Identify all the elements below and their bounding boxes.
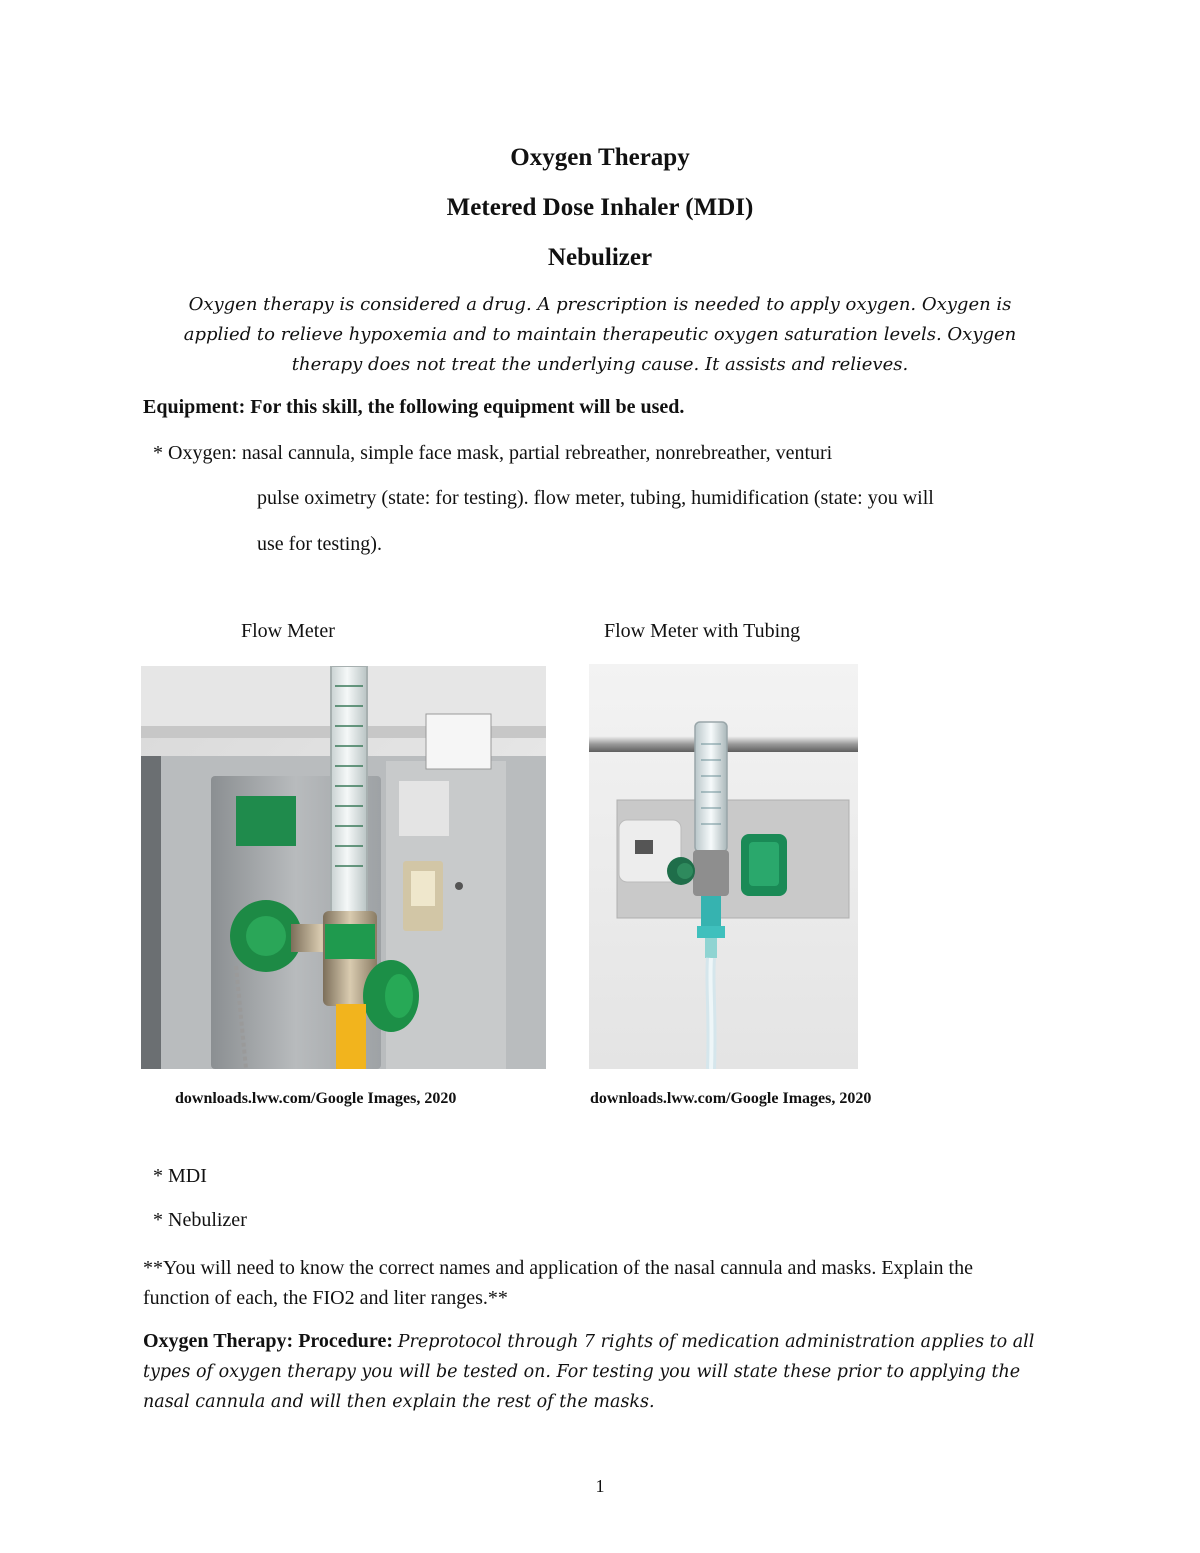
figure-caption-flow-meter: Flow Meter: [241, 620, 335, 642]
page-title: Oxygen Therapy: [510, 144, 690, 171]
page-number: 1: [595, 1476, 605, 1496]
page-subtitle-nebulizer: Nebulizer: [547, 244, 653, 271]
page-subtitle-mdi: Metered Dose Inhaler (MDI): [446, 194, 754, 221]
bullet-mdi: * MDI: [153, 1165, 207, 1187]
oxygen-equipment-line-1: * Oxygen: nasal cannula, simple face mask, partial rebreather, nonrebreather, venturi: [153, 442, 833, 464]
oxygen-equipment-line-2: pulse oximetry (state: for testing). flow meter, tubing, humidification (state: you will: [257, 487, 934, 509]
bullet-nebulizer: * Nebulizer: [153, 1209, 247, 1231]
flow-meter-tubing-photo: [589, 664, 858, 1069]
procedure-text: Preprotocol through 7 rights of medication administration applies to all types of oxygen therapy you will be tested on. For testing you will state these prior to applying the nasal cannula and will then explain the rest of the masks.: [143, 1332, 1035, 1412]
oxygen-equipment-line-3: use for testing).: [257, 533, 382, 555]
equipment-heading: Equipment: For this skill, the following equipment will be used.: [143, 396, 685, 418]
intro-paragraph: Oxygen therapy is considered a drug. A prescription is needed to apply oxygen. Oxygen is applied to relieve hypoxemia and to maintain therapeutic oxygen saturation levels. Oxygen therapy does not treat the underlying cause. It assists and relieves.: [183, 294, 1017, 375]
figure-caption-flow-meter-tubing: Flow Meter with Tubing: [604, 620, 801, 642]
figure-credit-flow-meter-tubing: downloads.lww.com/Google Images, 2020: [590, 1090, 872, 1107]
figure-credit-flow-meter: downloads.lww.com/Google Images, 2020: [175, 1090, 457, 1107]
note-paragraph: **You will need to know the correct names and application of the nasal cannula and masks. Explain the function of each, the FIO2 and liter ranges.**: [143, 1257, 973, 1309]
flow-meter-photo: [141, 666, 546, 1069]
procedure-label: Oxygen Therapy: Procedure:: [143, 1330, 393, 1352]
procedure-paragraph: [143, 1326, 1063, 1417]
